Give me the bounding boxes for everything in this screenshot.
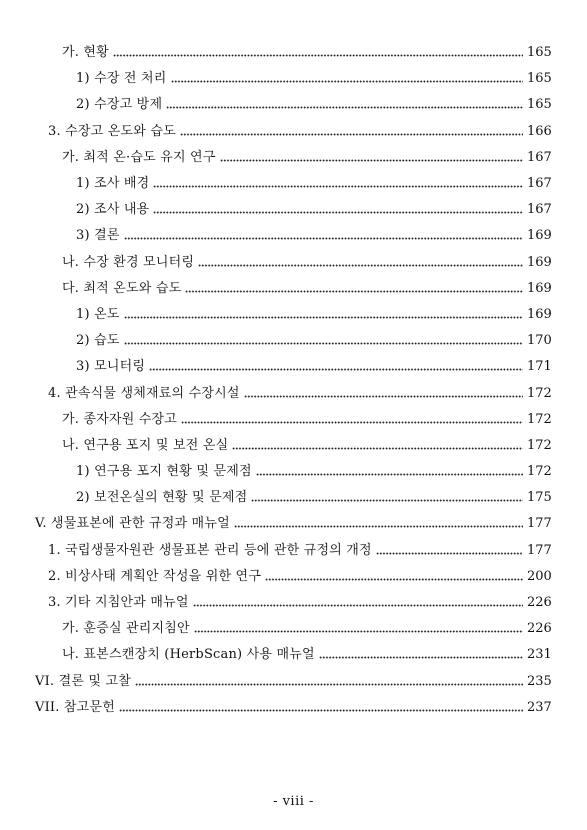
dot-leader: [113, 45, 523, 61]
toc-entry-page-number: 235: [527, 673, 552, 689]
toc-entry-page-number: 231: [527, 647, 552, 663]
dot-leader: [251, 490, 523, 506]
toc-entry[interactable]: [0, 171, 587, 197]
dot-leader: [319, 647, 523, 663]
dot-leader: [193, 595, 523, 611]
toc-entry-title: VII. 참고문헌: [35, 699, 115, 715]
dot-leader: [181, 412, 523, 428]
dot-leader: [234, 516, 523, 532]
toc-entry[interactable]: [0, 380, 587, 406]
toc-entry-page-number: 169: [527, 228, 552, 244]
dot-leader: [153, 176, 523, 192]
toc-entry-title: 나. 연구용 포지 및 보전 온실: [62, 437, 229, 453]
toc-entry[interactable]: [0, 669, 587, 695]
toc-entry-title: 가. 종자자원 수장고: [62, 411, 178, 427]
toc-entry-page-number: 200: [527, 568, 552, 584]
toc-entry-title: 3) 결론: [76, 228, 120, 244]
toc-entry[interactable]: [0, 92, 587, 118]
toc-entry-page-number: 166: [527, 123, 552, 139]
dot-leader: [171, 71, 523, 87]
toc-entry-page-number: 177: [527, 542, 552, 558]
dot-leader: [124, 307, 523, 323]
toc-entry-title: 4. 관속식물 생체재료의 수장시설: [48, 385, 240, 401]
toc-entry-page-number: 177: [527, 516, 552, 532]
toc-entry[interactable]: [0, 564, 587, 590]
toc-entry[interactable]: [0, 590, 587, 616]
toc-entry-title: 1. 국립생물자원관 생물표본 관리 등에 관한 규정의 개정: [48, 542, 372, 558]
dot-leader: [124, 228, 523, 244]
toc-entry-page-number: 226: [527, 595, 552, 611]
toc-entry[interactable]: [0, 276, 587, 302]
toc-entry-title: 1) 조사 배경: [76, 176, 150, 192]
table-of-contents: [0, 40, 587, 721]
dot-leader: [180, 124, 523, 140]
toc-entry-title: 가. 최적 온·습도 유지 연구: [62, 149, 216, 165]
toc-entry[interactable]: [0, 642, 587, 668]
toc-entry-page-number: 165: [527, 97, 552, 113]
toc-entry-title: V. 생물표본에 관한 규정과 매뉴얼: [35, 516, 230, 532]
toc-entry[interactable]: [0, 538, 587, 564]
toc-entry-page-number: 169: [527, 306, 552, 322]
toc-entry-page-number: 165: [527, 71, 552, 87]
dot-leader: [153, 202, 523, 218]
toc-entry-title: 가. 현황: [62, 45, 109, 61]
dot-leader: [232, 438, 523, 454]
toc-entry-page-number: 175: [527, 490, 552, 506]
toc-entry-title: 나. 표본스캔장치 (HerbScan) 사용 매뉴얼: [62, 647, 315, 663]
toc-entry-page-number: 172: [527, 464, 552, 480]
dot-leader: [149, 359, 523, 375]
toc-entry-page-number: 237: [527, 699, 552, 715]
dot-leader: [135, 674, 523, 690]
toc-entry-page-number: 170: [527, 333, 552, 349]
toc-entry-page-number: 167: [527, 202, 552, 218]
toc-entry[interactable]: [0, 511, 587, 537]
toc-entry-title: 2. 비상사태 계획안 작성을 위한 연구: [48, 568, 262, 584]
toc-entry-page-number: 172: [527, 411, 552, 427]
toc-entry[interactable]: [0, 197, 587, 223]
toc-entry-title: 나. 수장 환경 모니터링: [62, 254, 195, 270]
toc-entry[interactable]: [0, 354, 587, 380]
toc-entry-title: 2) 수장고 방제: [76, 97, 163, 113]
toc-entry[interactable]: [0, 145, 587, 171]
toc-entry[interactable]: [0, 407, 587, 433]
page-footer-number: - viii -: [273, 794, 314, 809]
toc-entry[interactable]: [0, 616, 587, 642]
toc-entry[interactable]: [0, 485, 587, 511]
toc-entry-page-number: 167: [527, 149, 552, 165]
dot-leader: [185, 281, 523, 297]
toc-entry-title: 가. 훈증실 관리지침안: [62, 621, 190, 637]
dot-leader: [220, 150, 523, 166]
toc-entry-title: 1) 연구용 포지 현황 및 문제점: [76, 464, 252, 480]
toc-entry[interactable]: [0, 328, 587, 354]
toc-entry[interactable]: [0, 223, 587, 249]
toc-entry[interactable]: [0, 40, 587, 66]
toc-entry[interactable]: [0, 66, 587, 92]
toc-entry-title: 2) 습도: [76, 333, 120, 349]
toc-entry-page-number: 171: [527, 359, 552, 375]
toc-entry[interactable]: [0, 695, 587, 721]
toc-entry[interactable]: [0, 119, 587, 145]
dot-leader: [166, 97, 523, 113]
toc-entry[interactable]: [0, 459, 587, 485]
toc-entry-title: 3) 모니터링: [76, 359, 146, 375]
dot-leader: [376, 543, 523, 559]
dot-leader: [194, 621, 523, 637]
toc-entry-page-number: 169: [527, 254, 552, 270]
toc-entry-title: 1) 수장 전 처리: [76, 71, 167, 87]
toc-entry-title: 2) 보전온실의 현황 및 문제점: [76, 490, 248, 506]
toc-entry-page-number: 172: [527, 385, 552, 401]
dot-leader: [119, 700, 523, 716]
dot-leader: [198, 255, 523, 271]
toc-entry-title: 다. 최적 온도와 습도: [62, 280, 182, 296]
toc-entry[interactable]: [0, 433, 587, 459]
toc-entry-title: VI. 결론 및 고찰: [35, 673, 132, 689]
toc-entry-title: 1) 온도: [76, 306, 120, 322]
toc-entry-title: 3. 기타 지침안과 매뉴얼: [48, 595, 189, 611]
toc-entry-title: 2) 조사 내용: [76, 202, 150, 218]
dot-leader: [256, 464, 523, 480]
toc-entry-page-number: 172: [527, 437, 552, 453]
dot-leader: [244, 386, 523, 402]
dot-leader: [124, 333, 523, 349]
toc-entry-title: 3. 수장고 온도와 습도: [48, 123, 176, 139]
toc-entry-page-number: 226: [527, 621, 552, 637]
toc-entry[interactable]: [0, 250, 587, 276]
toc-entry-page-number: 167: [527, 176, 552, 192]
dot-leader: [265, 569, 523, 585]
toc-entry-page-number: 165: [527, 45, 552, 61]
toc-entry-page-number: 169: [527, 280, 552, 296]
toc-entry[interactable]: [0, 302, 587, 328]
